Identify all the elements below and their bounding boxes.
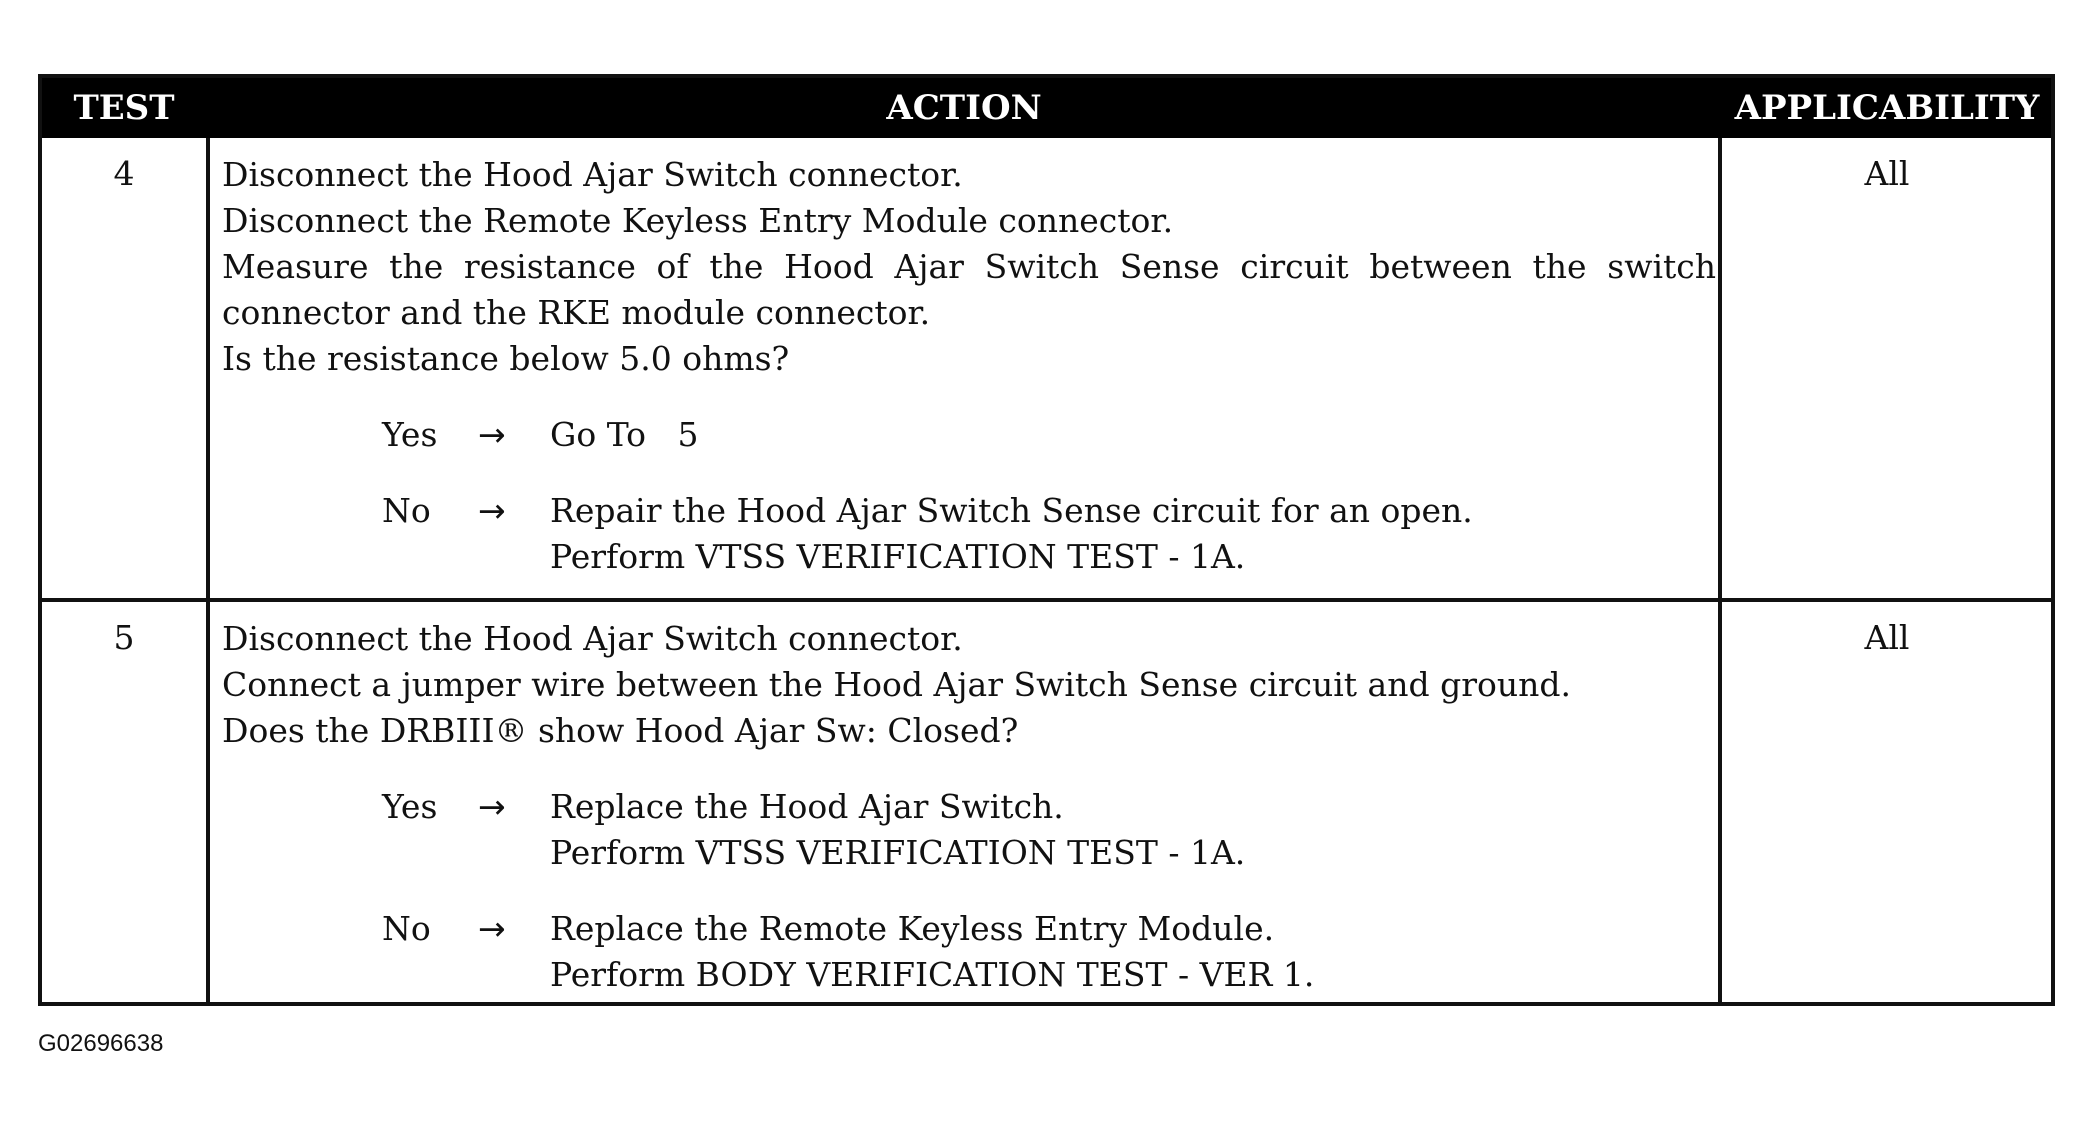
outcome-result: [550, 488, 1716, 580]
outcome-answer: Yes: [382, 415, 438, 454]
action-line: Is the resistance below 5.0 ohms?: [222, 339, 790, 378]
test-number: 4: [113, 154, 135, 193]
action-cell: [222, 616, 1716, 998]
action-line: Does the DRBIII® show Hood Ajar Sw: Closed?: [222, 711, 1019, 750]
arrow-right-icon: →: [478, 909, 506, 948]
outcome-result: [550, 784, 1716, 876]
table-row-test-4: [42, 138, 2051, 598]
outcome-no: [382, 906, 1716, 998]
applicability-value: All: [1864, 618, 1910, 657]
action-line: Measure the resistance of the Hood Ajar Switch Sense circuit between the switch: [222, 247, 1716, 286]
outcome-no: [382, 488, 1716, 580]
action-line: Disconnect the Remote Keyless Entry Module connector.: [222, 201, 1174, 240]
action-line: Disconnect the Hood Ajar Switch connector.: [222, 619, 963, 658]
result-line: Replace the Remote Keyless Entry Module.: [550, 909, 1275, 948]
outcome-yes: [382, 412, 1716, 458]
outcome-result: [550, 412, 1716, 458]
test-number: 5: [113, 618, 135, 657]
header-applicability: APPLICABILITY: [1734, 88, 2040, 128]
header-test: TEST: [73, 88, 175, 128]
action-line: connector and the RKE module connector.: [222, 293, 931, 332]
table-header: [42, 78, 2051, 138]
table-row-test-5: [42, 602, 2051, 1006]
arrow-right-icon: →: [478, 491, 506, 530]
action-cell: [222, 152, 1716, 580]
outcome-answer: Yes: [382, 787, 438, 826]
arrow-right-icon: →: [478, 415, 506, 454]
figure-id-caption: G02696638: [38, 1030, 164, 1057]
outcome-answer: No: [382, 909, 431, 948]
result-line: Replace the Hood Ajar Switch.: [550, 787, 1064, 826]
header-action: ACTION: [886, 88, 1042, 128]
action-line: Connect a jumper wire between the Hood Ajar Switch Sense circuit and ground.: [222, 665, 1571, 704]
diagnostic-test-table: [38, 74, 2055, 1006]
result-line: Perform VTSS VERIFICATION TEST - 1A.: [550, 537, 1246, 576]
applicability-value: All: [1864, 154, 1910, 193]
result-line: Perform VTSS VERIFICATION TEST - 1A.: [550, 833, 1246, 872]
result-line: Go To 5: [550, 415, 699, 454]
outcome-answer: No: [382, 491, 431, 530]
outcome-yes: [382, 784, 1716, 876]
outcome-result: [550, 906, 1716, 998]
arrow-right-icon: →: [478, 787, 506, 826]
result-line: Perform BODY VERIFICATION TEST - VER 1.: [550, 955, 1315, 994]
result-line: Repair the Hood Ajar Switch Sense circuit for an open.: [550, 491, 1473, 530]
action-line: Disconnect the Hood Ajar Switch connector.: [222, 155, 963, 194]
